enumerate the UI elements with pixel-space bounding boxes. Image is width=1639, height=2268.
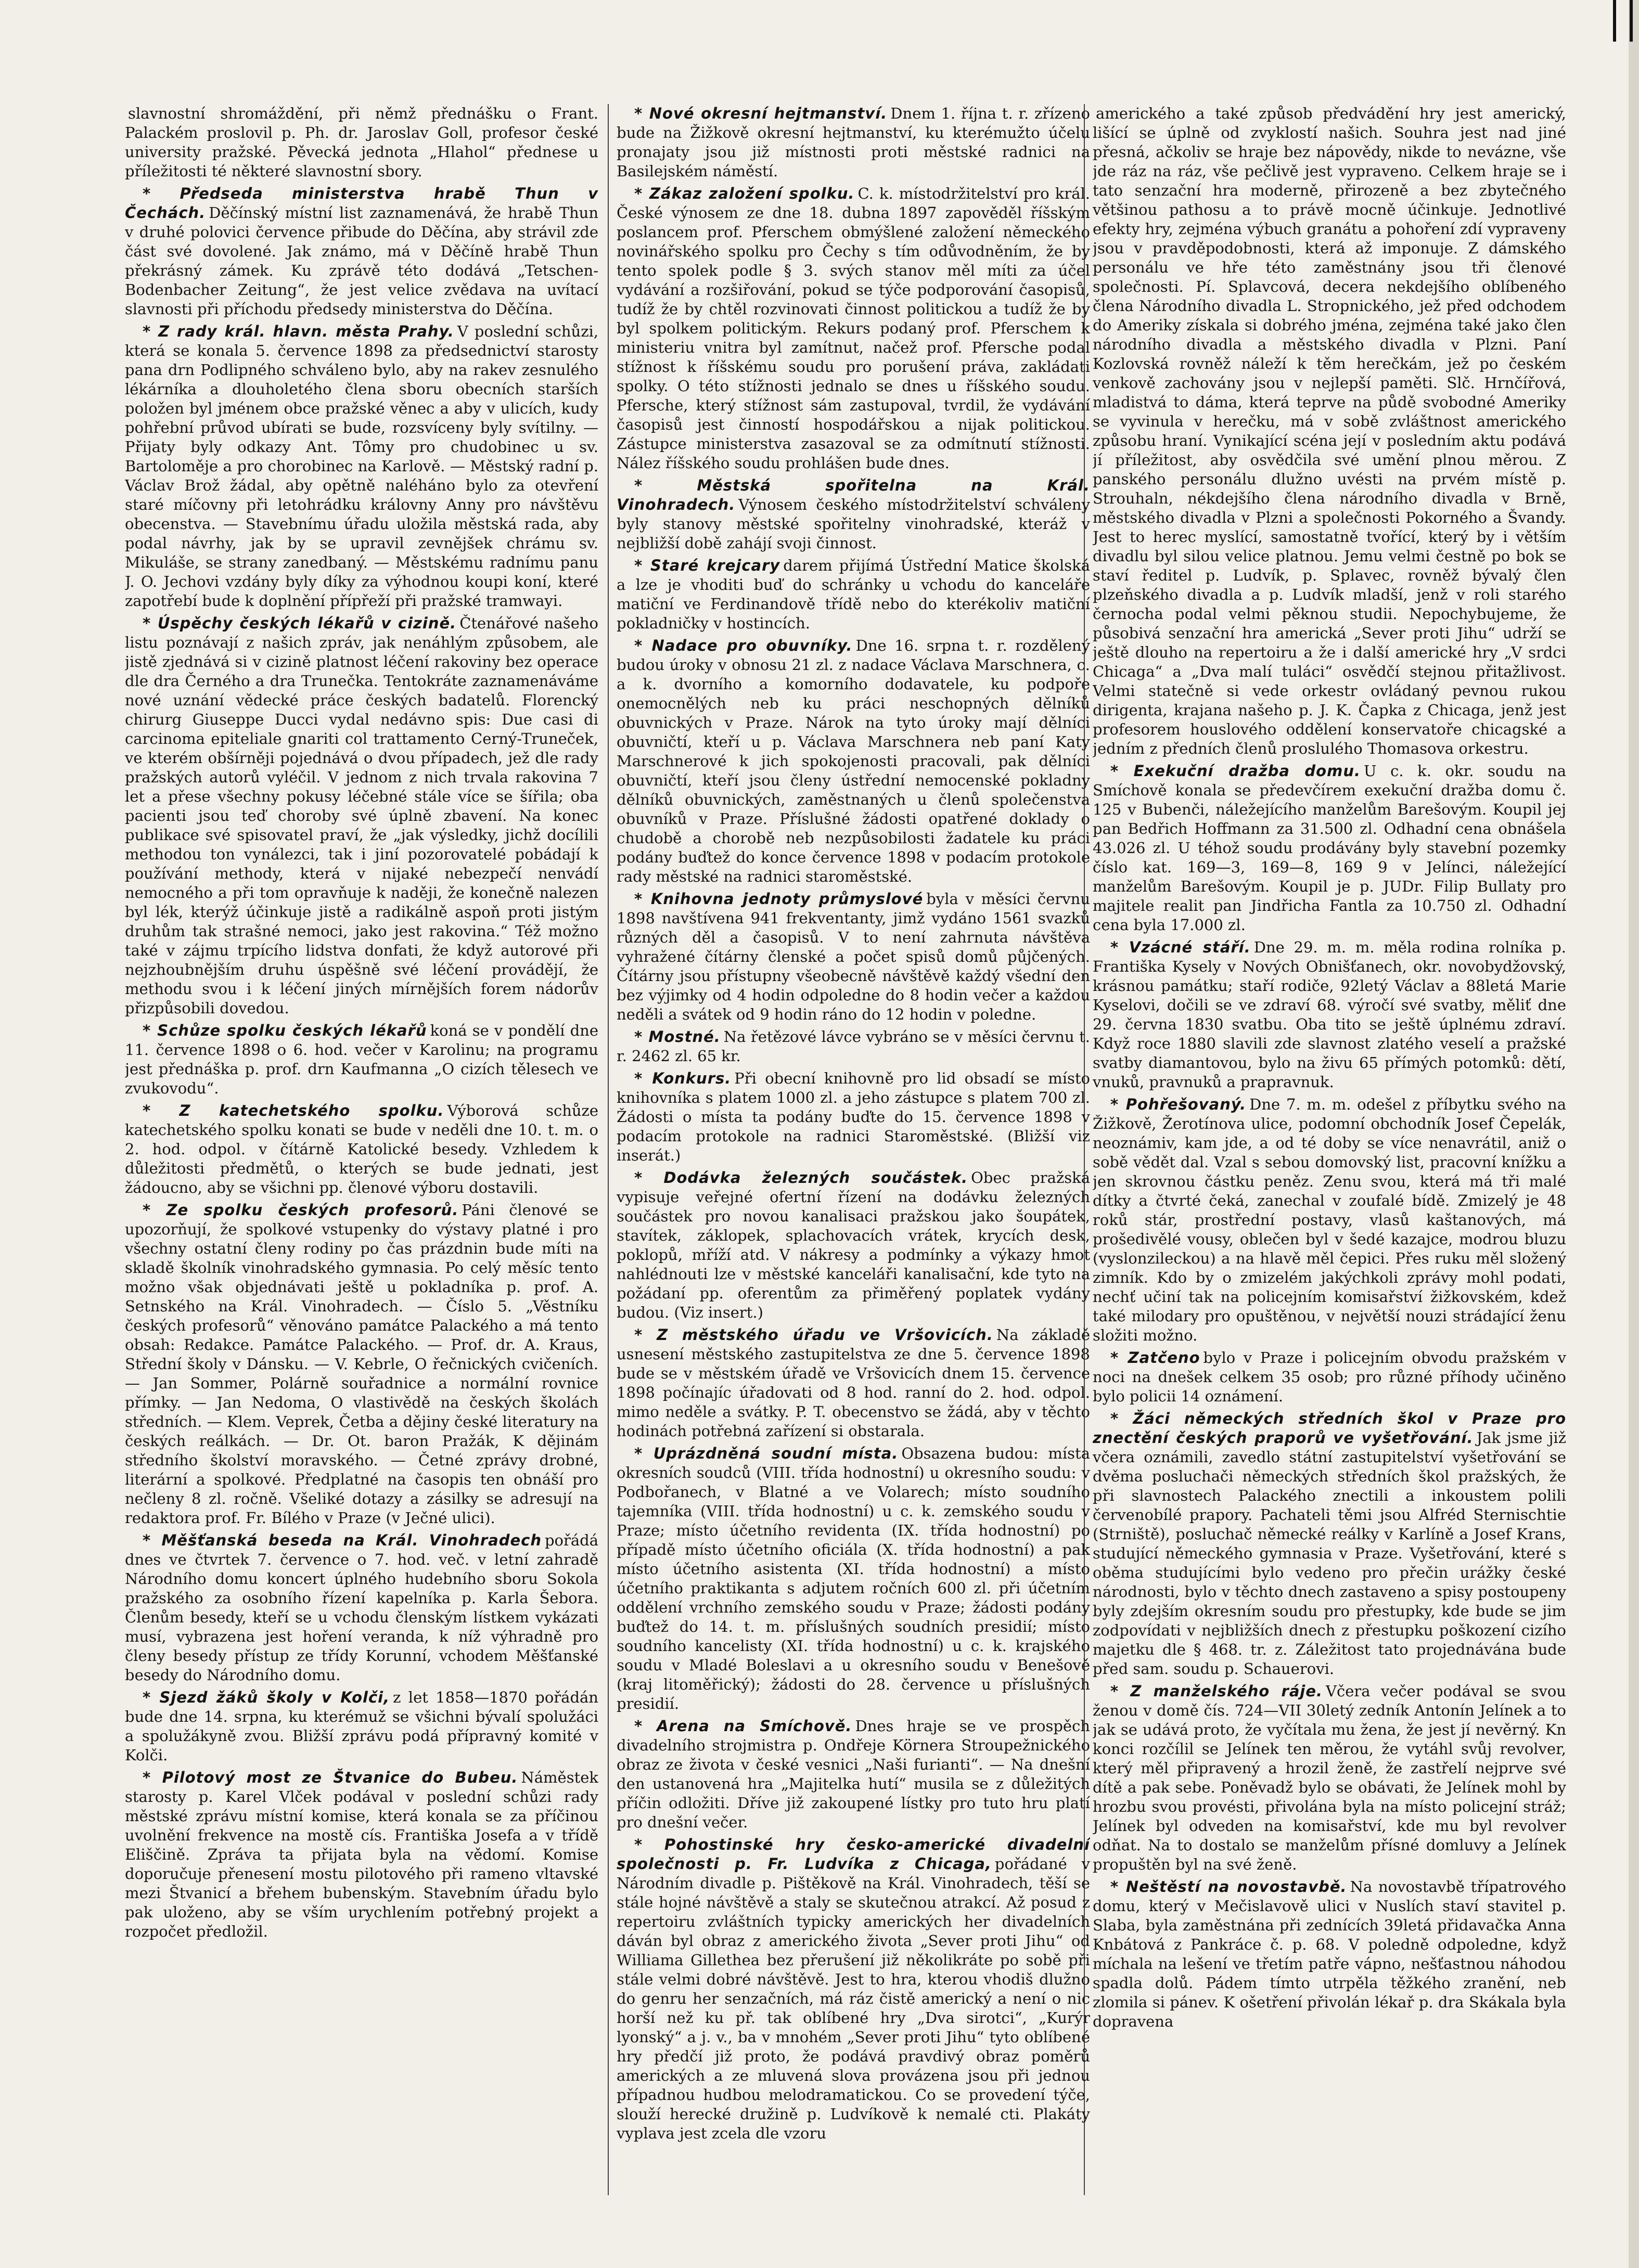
news-paragraph (617, 1444, 1090, 1713)
news-headline: * Z katechetského spolku. (143, 1102, 444, 1119)
news-headline: * Ze spolku českých profesorů. (143, 1201, 459, 1219)
news-item (617, 1444, 1090, 1713)
news-body: Na novostavbě třípatrového domu, který v Mečislavově ulici v Nuslích staví stavitel p. Slaba, byla zaměstnána při zednících 39letá přidavačka Anna Knbátová z Pankráce č. p. 68. V poledně odpoledne, když míchala na lešení ve třetím patře vápno, nešťastnou náhodou spadla dolů. Pádem tímto utrpěla těžkého zranění, neb zlomila si pánev. K ošetření přivolán lékař p. dra Skákala byla dopravena (1093, 1878, 1566, 2030)
news-paragraph (617, 1717, 1090, 1832)
news-paragraph (125, 1768, 598, 1941)
news-body: Dne 7. m. m. odešel z příbytku svého na Žižkově, Žerotínova ulice, podomní obchodník Josef Čepelák, neoznámiv, kam jde, a od té doby se více nenavrátil, aniž o sobě vědět dal. Vzal s sebou domovský list, pracovní knížku a jen skrovnou částku peněz. Zenu svou, která má tři malé dítky a čtvrté čeká, zanechal v zoufalé bídě. Zmizelý je 48 roků stár, prostřední postavy, vlasů kaštanových, má prošedivělé vousy, oblečen byl v šedé kazajce, modrou bluzu (vyslonzileckou) a na hlavě měl čepici. Přes ruku měl složený zimník. Kdo by o zmizelém jakýchkoli zprávy mohl podati, nechť učiní tak na policejním komisařství žižkovském, kdež také milodary pro opuštěnou, v největší nouzi strádající ženu složiti možno. (1093, 1096, 1566, 1344)
news-item (617, 476, 1090, 553)
column-3 (1093, 104, 1566, 2200)
news-paragraph (125, 184, 598, 319)
news-paragraph (617, 1168, 1090, 1322)
news-paragraph (1093, 1877, 1566, 2031)
page-edge (1629, 0, 1639, 2268)
news-body: Dnem 1. října t. r. zřízeno bude na Žižkově okresní hejtmanství, ku kterémužto účelu pronajaty jsou již místnosti proti městské radnici na Basilejském náměstí. (617, 105, 1090, 180)
news-item (125, 614, 598, 1018)
news-headline: * Knihovna jednoty průmyslové (634, 890, 924, 908)
news-paragraph (617, 556, 1090, 633)
news-body: U c. k. okr. soudu na Smíchově konala se předevčírem exekuční dražba domu č. 125 v Bubenči, náležejícího manželům Barešovým. Koupil jej pan Bedřich Hoffmann za 31.500 zl. Odhadní cena obnášela 43.026 zl. U téhož soudu prodávány byly stavební pozemky číslo kat. 169—3, 169—8, 169 9 v Jelínci, náležející manželům Barešovým. Koupil je p. JUDr. Filip Bullaty pro majitele realit pan Jindřicha Fantla za 10.750 zl. Odhadní cena byla 17.000 zl. (1093, 762, 1566, 934)
news-headline: * Pilotový most ze Štvanice do Bubeu. (143, 1769, 518, 1786)
news-body: slavnostní shromáždění, při němž přednášku o Frant. Palackém proslovil p. Ph. dr. Jaroslav Goll, profesor české university pražské. Pěvecká jednota „Hlahol“ přednese u příležitosti té některé slavnostní sbory. (125, 105, 598, 180)
news-headline: * Pohostinské hry česko-americké divadelní společnosti p. Fr. Ludvíka z Chicaga, (617, 1836, 1090, 1873)
news-item (1093, 1682, 1566, 1874)
news-item (125, 1201, 598, 1528)
news-body: bylo v Praze i policejním obvodu pražském v noci na dnešek celkem 35 osob; pro různé příhody učiněno bylo policii 14 oznámení. (1093, 1349, 1566, 1405)
news-body: Obec pražská vypisuje veřejné ofertní řízení na dodávku železných součástek pro novou kanalisaci pražskou jako šoupátek, stavítek, záklopek, splachovacích vrátek, krycích desk, poklopů, mříží atd. V nákresy a podmínky a výkazy hmot nahlédnouti lze v městské kanceláři kanalisační, kde tyto na požádaní pp. oferentům za přiměřený poplatek vydány budou. (Viz insert.) (617, 1169, 1090, 1321)
news-item (1093, 938, 1566, 1092)
news-body: koná se v pondělí dne 11. července 1898 o 6. hod. večer v Karolinu; na programu jest přednáška p. prof. drn Kaufmanna „O cizích tělesech ve zvukovodu“. (125, 1022, 598, 1097)
news-body: Jak jsme již včera oznámili, zavedlo státní zastupitelství vyšetřování se dvěma posluchači německých středních škol pražských, že při slavnostech Palackého znectili a inkoustem polili červenobílé prapory. Pachateli těmi jsou Alfréd Sternischtie (Strniště), posluchač německé reálky v Karlíně a Josef Krans, studující německého gymnasia v Praze. Vyšetřování, které s oběma studujícími bylo vedeno pro přečin urážky české národnosti, bylo v těchto dnech zastaveno a spisy postoupeny byly zdejším okresním soudu pro přestupky, kde bude se jim zodpovídati v nejbližších dnech z přestupku poškození cizího majetku dle § 468. tr. z. Záležitost tato projednávána bude před sam. soudu p. Schauerovi. (1093, 1429, 1566, 1678)
news-headline: * Schůze spolku českých lékařů (143, 1022, 427, 1039)
news-paragraph (125, 1101, 598, 1197)
news-paragraph (617, 1069, 1090, 1165)
news-paragraph (1093, 1682, 1566, 1874)
news-paragraph (125, 1531, 598, 1685)
news-body: byla v měsíci červnu 1898 navštívena 941 frekventanty, jimž vydáno 1561 svazků různých děl a časopisů. V to není zahrnuta návštěva vyhražené čítárny členské a počet spisů domů půjčených. Čítárny jsou přístupny všeobecně návštěvě každý všední den bez výjimky od 4 hodin odpoledne do 8 hodin večer a každou neděli a svátek od 9 hodin ráno do 12 hodin v poledne. (617, 890, 1090, 1023)
news-item (617, 184, 1090, 473)
news-headline: * Exekuční dražba domu. (1110, 762, 1361, 780)
news-headline: * Pohřešovaný. (1110, 1096, 1247, 1113)
news-paragraph (1093, 1095, 1566, 1345)
news-paragraph (1093, 762, 1566, 935)
news-item (1093, 762, 1566, 935)
news-item (125, 1768, 598, 1941)
news-item (125, 1688, 598, 1765)
news-paragraph (617, 184, 1090, 473)
news-body: pořádá dnes ve čtvrtek 7. července o 7. hod. več. v letní zahradě Národního domu koncert úplného hudebního sboru Sokola pražského za osobního řízení kapelníka p. Karla Šebora. Členům besedy, kteří se u vchodu členským lístkem vykázati musí, vybrazena jest hoření veranda, k níž výhradně pro členy besedy přístup ze třídy Korunní, vchodem Měšťanské besedy do Národního domu. (125, 1531, 598, 1684)
news-body: C. k. místodržitelství pro král. České výnosem ze dne 18. dubna 1897 zapověděl říšským poslancem prof. Pferschem obmýšlené založení německého novinářského spolku pro Čechy s tím odůvodněním, že by tento spolek podle § 3. svých stanov měl míti za účel vydávání a rozšiřování, pokud se týče podporování časopisů, tudíž že by chtěl rozvinovati činnost politickou a tudíž že by byl spolkem politickým. Rekurs podaný prof. Pferschem k ministeriu vnitra byl zamítnut, načež prof. Pfersche podal stížnost k říšskému soudu pro porušení práva, zakládati spolky. O této stížnosti jednalo se dnes u říšského soudu. Pfersche, který stížnost sám zastupoval, tvrdil, že vydávání časopisů jest činností hospodářskou a nijak politickou. Zástupce ministerstva zasazoval se za odmítnutí stížnosti. Nález říšského soudu prohlášen bude dnes. (617, 185, 1090, 472)
news-item (617, 104, 1090, 181)
news-body: V poslední schůzi, která se konala 5. července 1898 za předsednictví starosty pana drn Podlipného schváleno bylo, aby na rakev zesnulého lékárníka a dlouholetého člena sboru obecních starších položen byl jménem obce pražské věnec a aby v ulicích, kudy pohřební průvod ubírati se bude, rozsvíceny byly svítilny. — Přijaty byly odkazy Ant. Tômy pro chudobinec u sv. Bartoloměje a pro chorobinec na Karlově. — Městský radní p. Václav Brož žádal, aby opětně naléháno bylo za otevření staré míčovny při letohrádku královny Anny pro návštěvu obecenstva. — Stavebnímu úřadu uložila městská rada, aby podal návrhy, jak by se upravil zevnějšek chrámu sv. Mikuláše, se strany zanedbaný. — Městskému radnímu panu J. O. Jechovi vzdány byly díky za výhodnou koupi koní, které zapotřebí bude k doplnění přípřeží při pražské tramwayi. (125, 323, 598, 610)
news-item (617, 636, 1090, 886)
news-headline: * Vzácné stáří. (1110, 938, 1251, 956)
news-body: amerického a také způsob předvádění hry jest americký, lišící se úplně od zvyklostí našich. Souhra jest nad jiné přesná, ačkoliv se hraje bez nápovědy, nikde to nevázne, vše jde ráz na ráz, vše pečlivě jest vypraveno. Celkem hraje se i tato senzační hra moderně, přirozeně a bez zbytečného většinou pathosu a to právě mocně účinkuje. Jednotlivé efekty hry, zejména výbuch granátu a pohoření zdí vypraveny jsou v pravděpodobnosti, která až imponuje. Z dámského personálu ve hře této zaměstnány jsou tři členové společnosti. Pí. Splavcová, decera nekdejšího oblíbeného člena Národního divadla L. Stropnického, jež před odchodem do Ameriky získala si dobrého jména, zejména také jako člen národního divadla a městského divadla v Plzni. Paní Kozlovská rovněž náleží k těm herečkám, jež po českém venkově zachovány jsou v nejlepší paměti. Slč. Hrnčířová, mladistvá to dáma, která teprve na půdě svobodné Ameriky se vyvinula v herečku, má v sobě zvláštnost amerického způsobu hraní. Vynikající scéna její v posledním aktu podává jí příležitost, aby osvědčila své umění plnou měrou. Z panského personálu dlužno uvésti na prvém místě p. Strouhaln, nékdejšího člena národního divadla v Brně, městského divadla v Plzni a společnosti Pokorného a Švandy. Jest to herec myslící, samostatně tvořící, který by i větším divadlu byl silou velice platnou. Jemu velmi čestně po bok se staví ředitel p. Ludvík, p. Splavec, rovněž bývalý člen plzeňského divadla a p. Ludvík mladší, jenž v roli starého černocha podal velmi pěknou studii. Nepochybujeme, že působivá senzační hra americká „Sever proti Jihu“ udrží se ještě dlouho na repertoiru a že i další americké hry „V srdci Chicaga“ a „Dva malí tuláci“ osvědčí stejnou přitažlivost. Velmi statečně si vede orkestr ovládaný pevnou rukou dirigenta, krajana našeho p. J. K. Čapka z Chicaga, jenž jest profesorem houslového oddělení konservatoře chicagské a jedním z předních členů proslulého Thomasova orkestru. (1093, 105, 1566, 757)
column-1 (125, 104, 598, 2200)
news-item (617, 1717, 1090, 1832)
news-paragraph (125, 1021, 598, 1098)
news-item (617, 890, 1090, 1024)
news-body: Výborová schůze katechetského spolku konati se bude v neděli dne 10. t. m. o 2. hod. odpol. v čítárně Katolické besedy. Vzhledem k důležitosti předmětů, o kterých se bude jednati, jest žádoucno, aby se všichni pp. členové výboru dostavili. (125, 1102, 598, 1196)
news-headline: * Úspěchy českých lékařů v cizině. (143, 614, 457, 632)
news-headline: * Městská spořitelna na Král. Vinohradech. (617, 476, 1090, 513)
news-item (617, 1027, 1090, 1066)
news-body: darem přijímá Ústřední Matice školská a lze je vhoditi buď do schránky u vchodu do kanceláře matiční ve Ferdinandově třídě nebo do kterékoliv matiční pokladničky v hostincích. (617, 557, 1090, 632)
news-paragraph (617, 1027, 1090, 1066)
news-headline: * Nadace pro obuvníky. (634, 637, 853, 654)
news-body: Při obecní knihovně pro lid obsadí se místo knihovníka s platem 1000 zl. a jeho zástupce s platem 700 zl. Žádosti o místa ta podány buďte do 15. července 1898 v podacím protokole na radnici Staroměstské. (Bližší viz inserát.) (617, 1069, 1090, 1164)
news-headline: * Z městského úřadu ve Vršovicích. (634, 1326, 993, 1344)
news-paragraph (125, 322, 598, 611)
news-body: Čtenářové našeho listu poznávají z našich zpráv, jak nenáhlým způsobem, ale jistě zjednává si v cizině platnost léčení rakoviny bez operace dle dra Černého a dra Trunečka. Tentokráte zaznamenáváme nové uznání vědecké práce českých badatelů. Florencký chirurg Giuseppe Ducci vydal nedávno spis: Due casi di carcinoma epiteliale gnariti col trattamento Cerný-Truneček, ve kterém obšírněji pojednává o dvou případech, jež dle rady pražských autorů vyléčil. V jednom z nich trvala rakovina 7 let a přese všechny pokusy léčebné stále více se šířila; oba pacienti jsou teď choroby své úplně zbavení. Na konec publikace své spisovatel praví, že „jak výsledky, jichž docílili methodou ton vynálezci, tak i jiní pozorovatelé pobádají k používání methody, která v nijaké nebezpečí nenvádí nemocného a při tom opravňuje k naději, že konečně nalezen byl lék, kterýž účinkuje jistě a radikálně aspoň proti jistým druhům tak strašné nemoci, jako jest rakovina.“ Též možno také v zájmu trpícího lidstva donfati, že když autorové při nejzhoubnějším druhu úspěšně své léčení provádějí, že methodu svou i k léčení jiných mírnějších forem nádorův přizpůsobili dovedou. (125, 614, 598, 1017)
news-body: Dne 16. srpna t. r. rozdělený budou úroky v obnosu 21 zl. z nadace Václava Marschnera, c. a k. dvorního a komorního dodavatele, ku podpoře onemocnělých neb ku práci neschopných dělníků obuvnických v Praze. Nárok na tyto úroky mají dělníci obuvničtí, kteří u p. Václava Marschnera neb paní Katy Marschnerové k jich spokojenosti pracovali, pak dělníci obuvničtí, kteří jsou členy ústřední nemocenské pokladny dělníků obuvnických, zaměstnaných u členů společenstva obuvníků v Praze. Příslušné žádosti opatřené doklady o chudobě a chorobě neb nezpůsobilosti žadatele ku práci podány buďtež do konce července 1898 v podacím protokole rady městské na radnici staroměstské. (617, 637, 1090, 885)
news-body: Náměstek starosty p. Karel Vlček podával v poslední schůzi rady městské zprávu místní komise, která konala se za příčinou uvolnění frekvence na mostě cís. Františka Josefa a v třídě Eliščině. Zpráva ta přijata byla na vědomí. Komise doporučuje přenesení mostu pilotového při rameno vltavské mezi Štvanicí a břehem bubenským. Stavebním úřadu bylo pak uloženo, aby se vším urychlením potřebný projekt a rozpočet předložil. (125, 1769, 598, 1940)
news-item (617, 1835, 1090, 2143)
news-paragraph (1093, 1409, 1566, 1679)
news-headline: * Žáci německých středních škol v Praze pro znectění českých praporů ve vyšetřování. (1093, 1410, 1566, 1447)
news-headline: * Zatčeno (1110, 1349, 1200, 1367)
news-paragraph (1093, 938, 1566, 1092)
news-item (125, 1531, 598, 1685)
news-paragraph (1093, 1348, 1566, 1406)
news-body: Na řetězové lávce vybráno se v měsíci červnu t. r. 2462 zl. 65 kr. (617, 1028, 1090, 1065)
news-item (1093, 1877, 1566, 2031)
news-body: Dnes hraje se ve prospěch divadelního strojmistra p. Ondřeje Körnera Stroupežnického obraz ze života v české vesnici „Naši furianti“. — Na dnešní den ustanovená hra „Majitelka hutí“ musila se z důležitých příčin odložiti. Dříve již zakoupené lístky pro tuto hru platí pro dnešní večer. (617, 1717, 1090, 1831)
news-body: pořádané v Národním divadle p. Pištěkově na Král. Vinohradech, těší se stále hojné návštěvě a staly se skutečnou atrakcí. Až posud z repertoiru zvláštních typicky amerických her divadelních dáván byl obraz z amerického života „Sever proti Jihu“ od Williama Gillethea bez přerušení již několikráte po sobě při stále velmi dobré návštěvě. Jest to hra, kterou vhodiš dlužno do genru her senzačních, má ráz čistě americký a není o nic horší než ku př. tak oblíbené hry „Dva sirotci“, „Kurýr lyonský“ a j. v., ba v mnohém „Sever proti Jihu“ tyto oblíbené hry předčí již proto, že podává pravdivý obraz poměrů amerických a ze mluvená slova provázena jsou při jednou případnou hudbou melodramatickou. Co se provedení týče, slouží herecké družině p. Ludvíkově k nemalé cti. Plakáty vyplava jest zcela dle vzoru (617, 1855, 1090, 2142)
news-item (617, 1325, 1090, 1441)
news-paragraph (125, 1688, 598, 1765)
news-item (1093, 1095, 1566, 1345)
news-item (125, 1101, 598, 1197)
edge-mark-left (1630, 0, 1633, 42)
news-item (125, 322, 598, 611)
column-2 (617, 104, 1090, 2200)
news-body: Páni členové se upozorňují, že spolkové vstupenky do výstavy platné i pro všechny ostatní členy rodiny po čas prázdnin bude míti na skladě školník vinohradského gymnasia. Po celý měsíc tento možno však objednávati ještě u pokladníka p. prof. A. Setnského na Král. Vinohradech. — Číslo 5. „Věstníku českých profesorů“ věnováno památce Palackého a má tento obsah: Redakce. Památce Palackého. — Prof. dr. A. Kraus, Střední školy v Dánsku. — V. Kebrle, O řečnických cvičeních. — Jan Sommer, Polárně souřadnice a normální rovnice přímky. — Jan Nedoma, O vlastivědě na českých školách středních. — Klem. Veprek, Četba a dějiny české literatury na českých reálkách. — Dr. Ot. baron Pražák, K dějinám středního školství moravského. — Četné zprávy drobné, literární a spolkové. Předplatné na časopis ten obnáší pro nečleny 8 zl. ročně. Všeliké dotazy a zásilky se adresují na redaktora prof. Fr. Bílého v Praze (v Ječné ulici). (125, 1201, 598, 1527)
news-item (617, 1168, 1090, 1322)
news-headline: * Konkurs. (634, 1069, 732, 1087)
news-item (617, 1069, 1090, 1165)
news-paragraph (1093, 104, 1566, 758)
news-paragraph (125, 614, 598, 1018)
news-headline: * Uprázdněná soudní místa. (634, 1445, 899, 1462)
news-paragraph (617, 1325, 1090, 1441)
news-body: Dne 29. m. m. měla rodina rolníka p. Františka Kysely v Nových Obnišťanech, okr. novobydžovský, krásnou památku; staří rodiče, 92letý Václav a 88letá Marie Kyselovi, dočili se ve zdraví 68. výročí své svatby, měliť dne 29. června 1830 svatbu. Oba tito se ještě úplnému zdraví. Když roce 1880 slavili zde slavnost zlatého veselí a pražské svatby diamantovou, bylo na živu 65 přímých potomků: dětí, vnuků, pravnuků a prapravnuk. (1093, 938, 1566, 1091)
news-body: Obsazena budou: místa okresních soudců (VIII. třída hodnostní) u okresního soudu: v Podbořanech, v Blatné a ve Volarech; místo soudního tajemníka (VIII. třída hodnostní) u c. k. zemského soudu v Praze; místo účetního revidenta (IX. třída hodnostní) po případě místo účetního oficiála (X. třída hodnostní) a pak místo účetního asistenta (XI. třída hodnostní) a místo účetního praktikanta s adjutem ročních 600 zl. při účetním oddělení vrchního zemského soudu v Praze; žádosti podány buďtež do 14. t. m. příslušných soudních presidií; místo soudního kancelisty (XI. třída hodnostní) u c. k. krajského soudu v Mladé Boleslavi a u okresního soudu v Benešově (kraj litoměřický); žádosti do 28. července u příslušných presidií. (617, 1445, 1090, 1712)
news-headline: * Sjezd žáků školy v Kolči, (143, 1689, 390, 1706)
news-body: z let 1858—1870 pořádán bude dne 14. srpna, ku kterémuž se všichni bývalí spolužáci a spolužákyně zvou. Bližší zprávu podá přípravný komité v Kolči. (125, 1689, 598, 1764)
news-headline: * Dodávka železných součástek. (634, 1169, 968, 1187)
news-paragraph (125, 104, 598, 181)
news-body: Na základě usnesení městského zastupitelstva ze dne 5. července 1898 bude se v městském úřadě ve Vršovicích dnem 15. července 1898 počínajíc úřadovati od 8 hod. ranní do 2. hod. odpol. mimo neděle a svátky. P. T. obecenstvo se žádá, aby v těchto hodinách potřebná zařízení si obstarala. (617, 1326, 1090, 1440)
news-headline: * Zákaz založení spolku. (634, 185, 855, 202)
news-headline: * Neštěstí na novostavbě. (1110, 1878, 1347, 1896)
news-body: Výnosem českého místodržitelství schváleny byly stanovy městské spořitelny vinohradské, kteráž v nejbližší době zahájí svoji činnost. (617, 496, 1090, 552)
news-headline: * Mostné. (634, 1028, 721, 1046)
news-paragraph (617, 476, 1090, 553)
news-headline: * Z rady král. hlavn. města Prahy. (143, 323, 454, 340)
edge-mark-right (1613, 0, 1616, 42)
news-paragraph (125, 1201, 598, 1528)
news-item (125, 184, 598, 319)
column-rule (608, 104, 609, 2195)
news-paragraph (617, 890, 1090, 1024)
news-headline: * Předseda ministerstva hrabě Thun v Čechách. (125, 185, 598, 222)
news-headline: * Z manželského ráje. (1110, 1682, 1323, 1700)
news-paragraph (617, 104, 1090, 181)
news-item (617, 556, 1090, 633)
news-item (1093, 1409, 1566, 1679)
news-item (125, 1021, 598, 1098)
news-item (125, 104, 598, 181)
news-headline: * Staré krejcary (634, 557, 780, 574)
news-body: Děčínský místní list zaznamenává, že hrabě Thun v druhé polovici července přibude do Děčína, aby strávil zde část své dovolené. Jak známo, má v Děčíně hrabě Thun překrásný zámek. Ku zprávě této dodává „Tetschen-Bodenbacher Zeitung“, že jest velice zvědava na uvítací slavnosti při příchodu předsedy ministerstva do Děčína. (125, 204, 598, 318)
news-headline: * Nové okresní hejtmanství. (634, 105, 888, 122)
news-item (1093, 104, 1566, 758)
news-headline: * Měšťanská beseda na Král. Vinohradech (143, 1531, 542, 1549)
news-body: Včera večer podával se svou ženou v domě čís. 724—VII 30letý zedník Antonín Jelínek a to jak se udává proto, že vyčítala mu žena, že jest jí nevěrný. Kn konci rozčílil se Jelínek ten měrou, že vytáhl svůj revolver, který měl připravený a hrozil ženě, že zastřelí nejprve své dítě a pak sebe. Poněvadž bylo se obávati, že Jelínek mohl by hrozbu svou provésti, přivolána byla na místo policejní stráž; Jelínek byl odveden na komisařství, kde mu byl revolver odňat. Na to dostalo se manželům přísné domluvy a Jelínek propuštěn byl na své ženě. (1093, 1682, 1566, 1873)
news-paragraph (617, 636, 1090, 886)
news-headline: * Arena na Smíchově. (634, 1717, 852, 1735)
news-paragraph (617, 1835, 1090, 2143)
news-item (1093, 1348, 1566, 1406)
